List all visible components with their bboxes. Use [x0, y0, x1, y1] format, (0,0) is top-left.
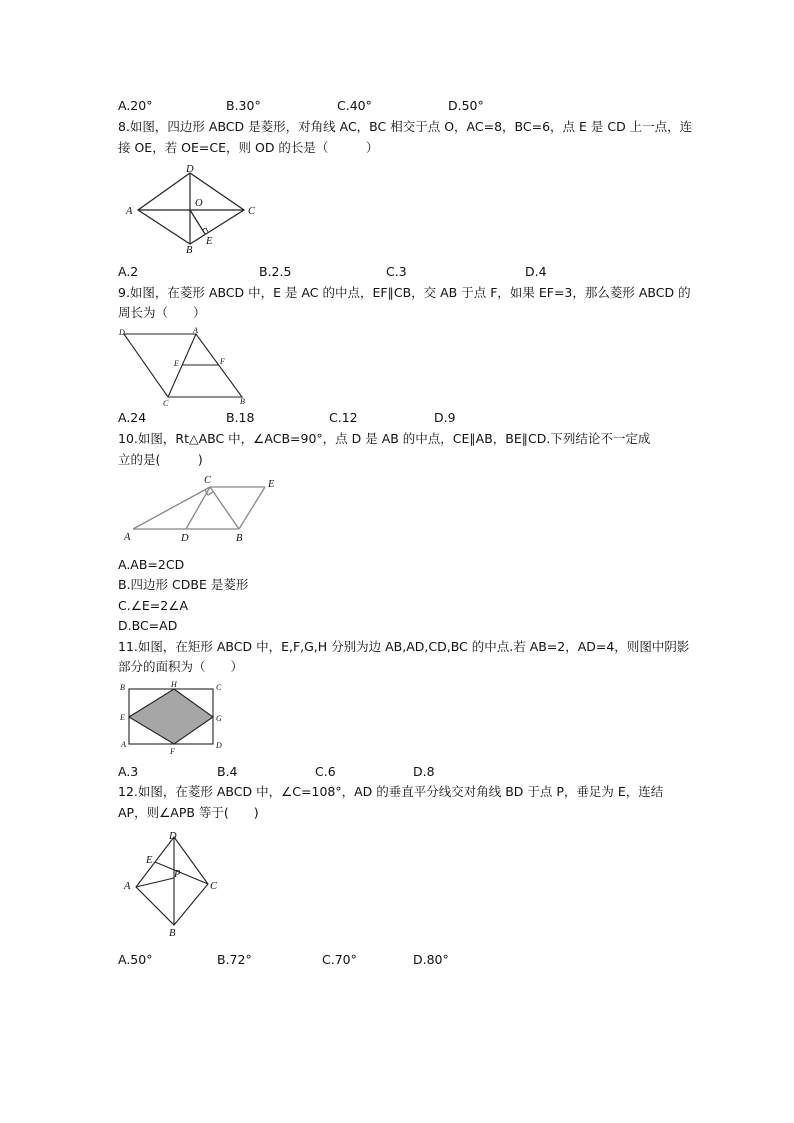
- q8-option-a: A.2: [118, 264, 139, 279]
- q10-option-b: B.四边形 CDBE 是菱形: [118, 577, 249, 592]
- q10-label-a: A: [124, 532, 131, 543]
- q7-option-d: D.50°: [448, 98, 484, 113]
- q11-option-a: A.3: [118, 764, 139, 779]
- q12-option-a: A.50°: [118, 952, 153, 967]
- q10-triangle-figure: [118, 470, 288, 545]
- q10-label-b: B: [236, 533, 243, 544]
- q9-text-line1: 9.如图，在菱形 ABCD 中，E 是 AC 的中点，EF∥CB，交 AB 于点 F，如果 EF=3，那么菱形 ABCD 的: [118, 285, 691, 300]
- q9-label-f: F: [220, 357, 225, 366]
- q12-label-e: E: [146, 855, 153, 866]
- q9-label-a: A: [193, 326, 198, 335]
- q8-text-line1: 8.如图，四边形 ABCD 是菱形，对角线 AC，BC 相交于点 O，AC=8，BC=6，点 E 是 CD 上一点，连: [118, 119, 693, 134]
- q10-text-line2: 立的是( ): [118, 452, 203, 467]
- q11-label-f: F: [170, 747, 175, 756]
- q7-option-b: B.30°: [226, 98, 261, 113]
- q7-option-a: A.20°: [118, 98, 153, 113]
- q8-rhombus-figure: [118, 160, 268, 260]
- q9-label-b: B: [240, 397, 245, 406]
- q11-rectangle-figure: [118, 679, 238, 761]
- q9-option-d: D.9: [434, 410, 456, 425]
- q11-label-a: A: [121, 740, 126, 749]
- q12-rhombus-figure: [118, 826, 238, 941]
- q8-option-d: D.4: [525, 264, 547, 279]
- q9-text-line2: 周长为（ ）: [118, 305, 206, 320]
- q9-label-c: C: [163, 399, 169, 408]
- q12-option-c: C.70°: [322, 952, 357, 967]
- q9-option-c: C.12: [329, 410, 358, 425]
- q12-option-d: D.80°: [413, 952, 449, 967]
- q8-option-b: B.2.5: [259, 264, 292, 279]
- q12-label-b: B: [169, 928, 176, 939]
- q12-label-d: D: [169, 831, 177, 842]
- q11-text-line1: 11.如图，在矩形 ABCD 中，E,F,G,H 分别为边 AB,AD,CD,BC 的中点.若 AB=2，AD=4，则图中阴影: [118, 639, 690, 654]
- q11-shaded-rhombus: [129, 689, 213, 744]
- q11-label-c: C: [216, 683, 222, 692]
- q8-option-c: C.3: [386, 264, 407, 279]
- q11-label-b: B: [120, 683, 125, 692]
- q9-option-b: B.18: [226, 410, 255, 425]
- q8-label-d: D: [186, 164, 194, 175]
- q8-label-b: B: [186, 245, 193, 256]
- q8-label-c: C: [248, 206, 256, 217]
- q12-text-line2: AP，则∠APB 等于( ): [118, 805, 259, 820]
- q10-label-e: E: [268, 479, 275, 490]
- q10-label-d: D: [181, 533, 189, 544]
- q9-label-d: D: [119, 328, 125, 337]
- q12-label-c: C: [210, 881, 218, 892]
- q10-option-c: C.∠E=2∠A: [118, 598, 188, 613]
- q10-label-c: C: [204, 475, 212, 486]
- q8-label-o: O: [195, 198, 203, 209]
- q10-option-d: D.BC=AD: [118, 618, 178, 633]
- q11-option-d: D.8: [413, 764, 435, 779]
- q10-text-line1: 10.如图，Rt△ABC 中，∠ACB=90°，点 D 是 AB 的中点，CE∥AB，BE∥CD.下列结论不一定成: [118, 431, 651, 446]
- q12-text-line1: 12.如图，在菱形 ABCD 中，∠C=108°，AD 的垂直平分线交对角线 BD 于点 P，垂足为 E，连结: [118, 784, 664, 799]
- q11-option-c: C.6: [315, 764, 336, 779]
- q9-label-e: E: [174, 359, 179, 368]
- q12-label-a: A: [124, 881, 131, 892]
- q12-label-p: P: [174, 869, 181, 880]
- q11-label-e: E: [120, 713, 125, 722]
- q11-text-line2: 部分的面积为（ ）: [118, 659, 244, 674]
- q8-text-line2: 接 OE，若 OE=CE，则 OD 的长是（ ）: [118, 140, 379, 155]
- q11-label-g: G: [216, 714, 222, 723]
- q8-label-a: A: [126, 206, 133, 217]
- q9-option-a: A.24: [118, 410, 147, 425]
- q11-label-h: H: [171, 680, 177, 689]
- q12-option-b: B.72°: [217, 952, 252, 967]
- q9-rhombus-figure: [118, 326, 258, 408]
- q8-label-e: E: [206, 236, 213, 247]
- q11-label-d: D: [216, 741, 222, 750]
- q7-option-c: C.40°: [337, 98, 372, 113]
- q11-option-b: B.4: [217, 764, 238, 779]
- q10-option-a: A.AB=2CD: [118, 557, 185, 572]
